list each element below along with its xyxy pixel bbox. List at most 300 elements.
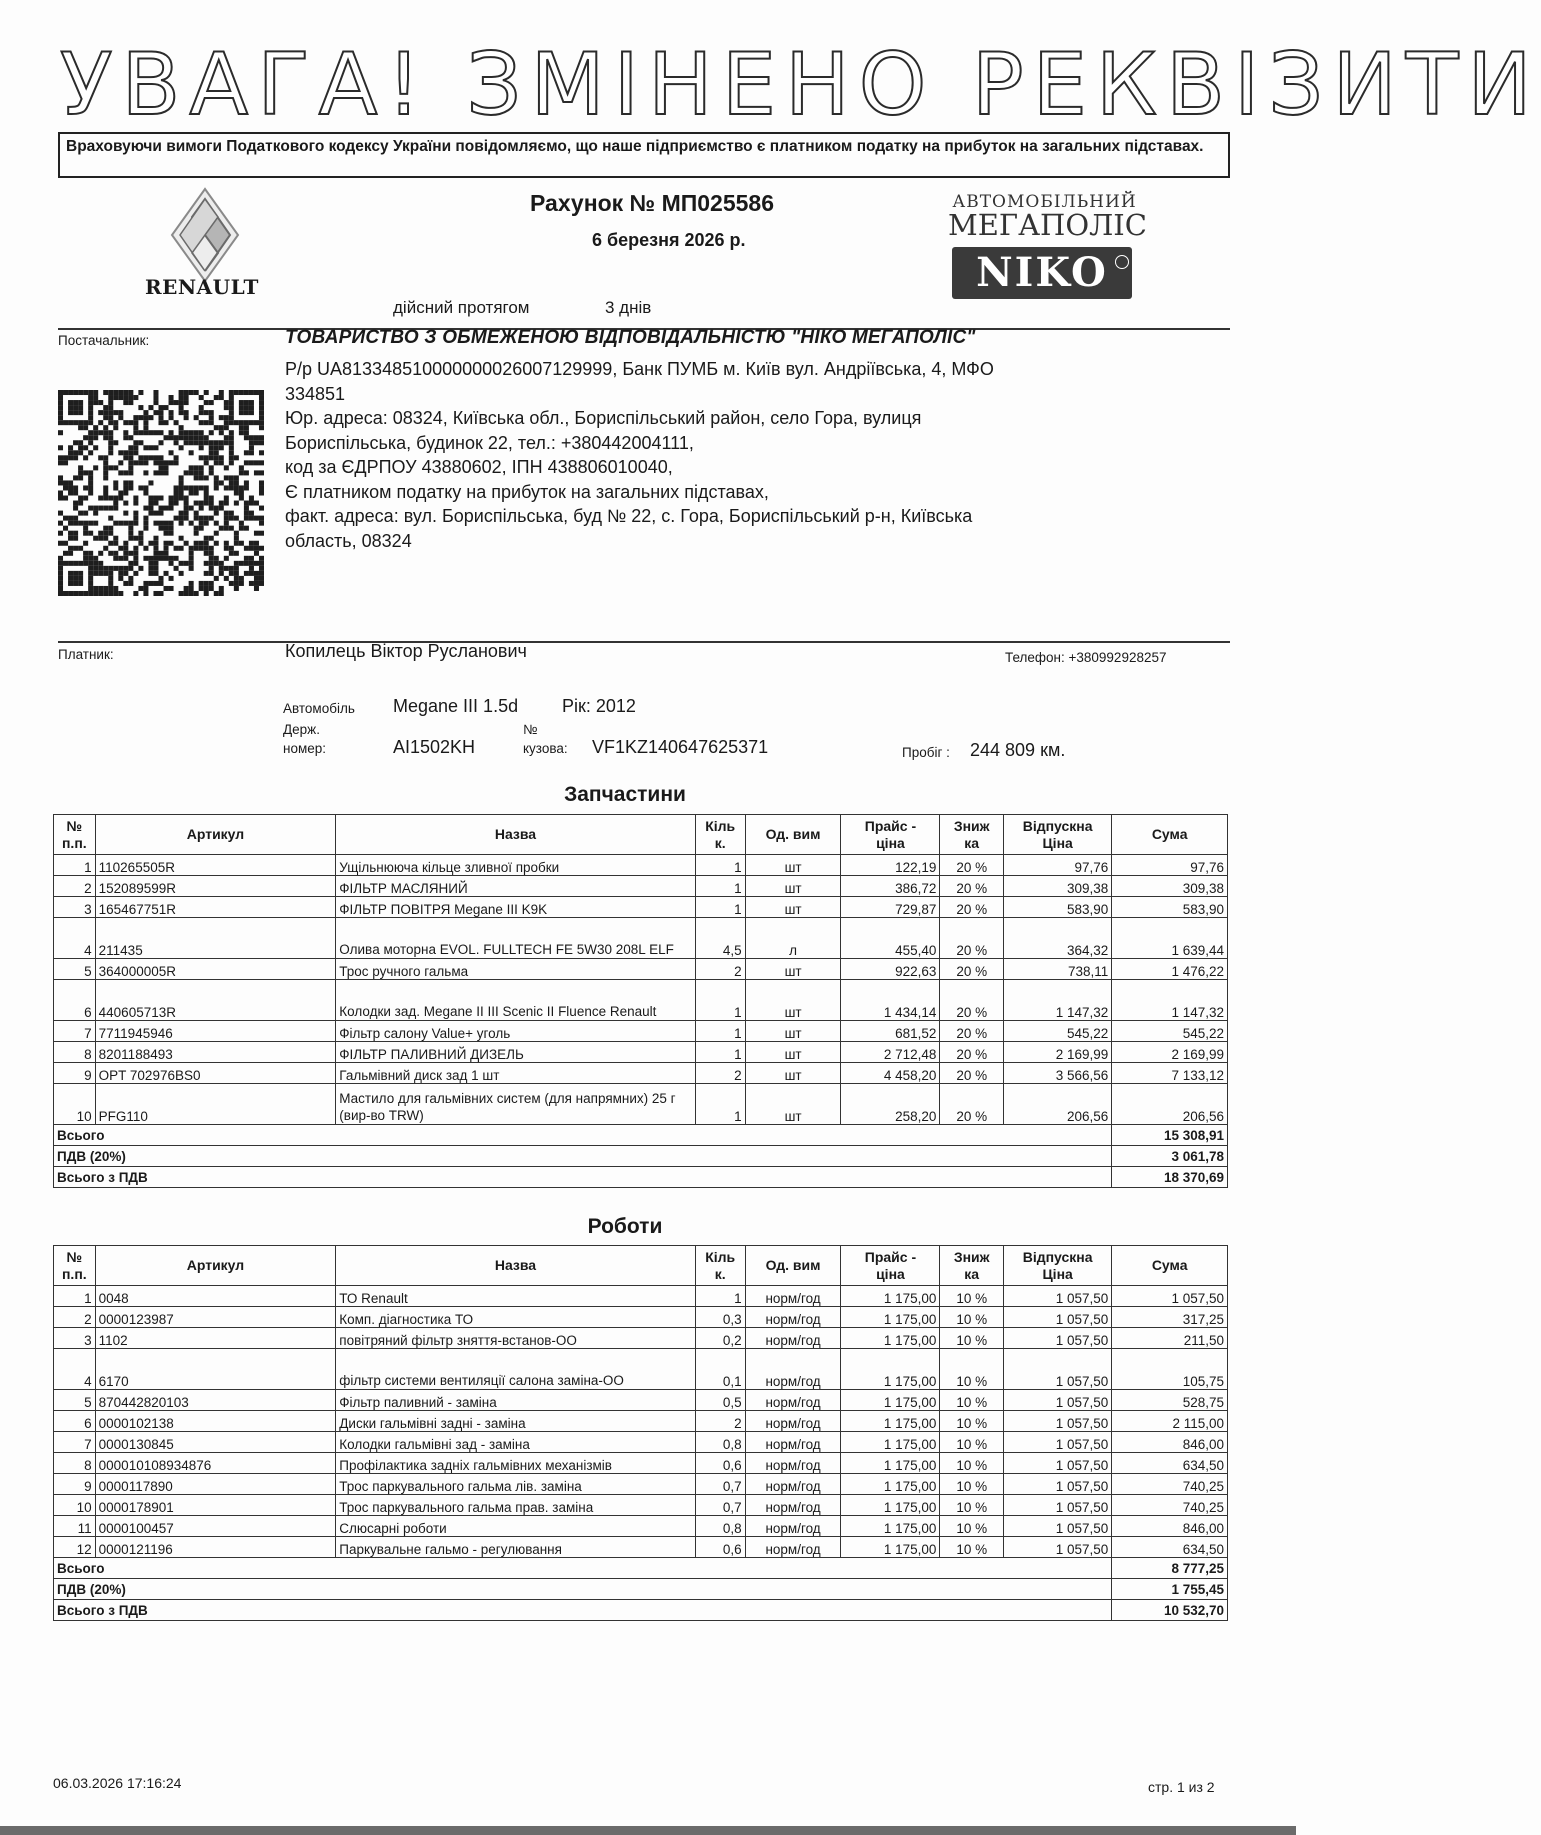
row-sale-price: 1 057,50 [1003, 1328, 1111, 1349]
table-row [54, 1021, 1228, 1042]
row-article: 0000130845 [95, 1432, 336, 1453]
table-row [54, 1495, 1228, 1516]
row-article: 165467751R [95, 897, 336, 918]
row-discount: 20 % [940, 1021, 1004, 1042]
row-article: 000010108934876 [95, 1453, 336, 1474]
row-article: 110265505R [95, 855, 336, 876]
row-qty: 0,2 [695, 1328, 745, 1349]
col-name: Назва [336, 1246, 695, 1286]
row-number: 1 [54, 1286, 96, 1307]
plate-label-2: номер: [283, 741, 327, 756]
row-unit: норм/год [745, 1411, 841, 1432]
works-grand-row [54, 1600, 1228, 1621]
row-qty: 1 [695, 1084, 745, 1125]
table-row [54, 1286, 1228, 1307]
row-price: 4 458,20 [841, 1063, 940, 1084]
body-value: VF1KZ140647625371 [592, 737, 769, 757]
row-unit: норм/год [745, 1390, 841, 1411]
row-price: 2 712,48 [841, 1042, 940, 1063]
row-price: 681,52 [841, 1021, 940, 1042]
row-discount: 10 % [940, 1474, 1004, 1495]
supplier-label: Постачальник: [58, 333, 150, 348]
row-article: 8201188493 [95, 1042, 336, 1063]
table-row [54, 1328, 1228, 1349]
row-article: 211435 [95, 918, 336, 959]
row-sale-price: 2 169,99 [1003, 1042, 1111, 1063]
row-price: 1 175,00 [841, 1286, 940, 1307]
row-article: 1102 [95, 1328, 336, 1349]
row-unit: шт [745, 855, 841, 876]
col-article: Артикул [95, 1246, 336, 1286]
row-article: 364000005R [95, 959, 336, 980]
table-row [54, 1084, 1228, 1125]
tax-notice: Враховуючи вимоги Податкового кодексу України повідомляємо, що наше підприємство є платником податку на прибуток на загальних підставах. [58, 132, 1230, 178]
vat-label: ПДВ (20%) [54, 1579, 1112, 1600]
row-name: Трос паркувального гальма прав. заміна [336, 1495, 695, 1516]
row-discount: 10 % [940, 1537, 1004, 1558]
row-number: 7 [54, 1021, 96, 1042]
row-sale-price: 545,22 [1003, 1021, 1111, 1042]
row-name: Трос паркувального гальма лів. заміна [336, 1474, 695, 1495]
renault-wordmark: RENAULT [145, 275, 259, 299]
row-price: 729,87 [841, 897, 940, 918]
row-qty: 1 [695, 897, 745, 918]
row-discount: 20 % [940, 918, 1004, 959]
row-name: повітряний фільтр зняття-встанов-ОО [336, 1328, 695, 1349]
row-name: Фільтр салону Value+ уголь [336, 1021, 695, 1042]
row-unit: шт [745, 1084, 841, 1125]
row-sale-price: 1 057,50 [1003, 1537, 1111, 1558]
row-sale-price: 1 057,50 [1003, 1474, 1111, 1495]
print-timestamp: 06.03.2026 17:16:24 [53, 1775, 182, 1791]
vat-value: 3 061,78 [1112, 1146, 1228, 1167]
row-sale-price: 1 057,50 [1003, 1349, 1111, 1390]
supplier-line: 334851 [285, 383, 346, 404]
row-sum: 634,50 [1112, 1453, 1228, 1474]
niko-line2: МЕГАПОЛІС [948, 208, 1147, 242]
row-discount: 10 % [940, 1432, 1004, 1453]
table-row [54, 855, 1228, 876]
supplier-line: код за ЄДРПОУ 43880602, ІПН 438806010040, [285, 457, 673, 477]
row-unit: шт [745, 1042, 841, 1063]
row-number: 10 [54, 1495, 96, 1516]
payer-separator [58, 641, 1230, 643]
invoice-date: 6 березня 2026 р. [592, 230, 746, 250]
supplier-line: факт. адреса: вул. Бориспільська, буд № 22, с. Гора, Бориспільський р-н, Київська [285, 506, 973, 526]
col-num: № п.п. [54, 1246, 96, 1286]
row-number: 6 [54, 1411, 96, 1432]
row-unit: шт [745, 959, 841, 980]
row-sale-price: 738,11 [1003, 959, 1111, 980]
row-article: 0048 [95, 1286, 336, 1307]
row-number: 9 [54, 1063, 96, 1084]
payer-label: Платник: [58, 647, 114, 662]
parts-grand-row [54, 1167, 1228, 1188]
row-sum: 206,56 [1112, 1084, 1228, 1125]
row-discount: 10 % [940, 1328, 1004, 1349]
row-qty: 0,5 [695, 1390, 745, 1411]
row-name: Профілактика задніх гальмівних механізмів [336, 1453, 695, 1474]
row-sum: 309,38 [1112, 876, 1228, 897]
row-sale-price: 206,56 [1003, 1084, 1111, 1125]
parts-title: Запчастини [564, 783, 686, 806]
total-label: Всього [54, 1558, 1112, 1579]
vat-label: ПДВ (20%) [54, 1146, 1112, 1167]
works-table [53, 1245, 1228, 1621]
total-value: 8 777,25 [1112, 1558, 1228, 1579]
table-row [54, 1307, 1228, 1328]
row-discount: 20 % [940, 980, 1004, 1021]
row-qty: 1 [695, 1042, 745, 1063]
parts-vat-row [54, 1146, 1228, 1167]
col-qty: Кіль к. [695, 815, 745, 855]
grand-label: Всього з ПДВ [54, 1600, 1112, 1621]
row-name: Диски гальмівні задні - заміна [336, 1411, 695, 1432]
row-unit: шт [745, 980, 841, 1021]
table-row [54, 918, 1228, 959]
row-discount: 10 % [940, 1349, 1004, 1390]
parts-total-row [54, 1125, 1228, 1146]
row-sum: 634,50 [1112, 1537, 1228, 1558]
payer-phone: Телефон: +380992928257 [1005, 650, 1167, 665]
table-row [54, 1474, 1228, 1495]
row-discount: 10 % [940, 1516, 1004, 1537]
row-number: 3 [54, 1328, 96, 1349]
col-sale-price: Відпускна Ціна [1003, 815, 1111, 855]
parts-header-row [54, 815, 1228, 855]
row-article: 0000121196 [95, 1537, 336, 1558]
row-sum: 740,25 [1112, 1474, 1228, 1495]
table-row [54, 1390, 1228, 1411]
supplier-line: Юр. адреса: 08324, Київська обл., Бориспільський район, село Гора, вулиця [285, 408, 922, 428]
row-price: 122,19 [841, 855, 940, 876]
page-number: стр. 1 из 2 [1148, 1779, 1215, 1795]
col-unit: Од. вим [745, 1246, 841, 1286]
table-row [54, 1042, 1228, 1063]
col-qty: Кіль к. [695, 1246, 745, 1286]
row-qty: 1 [695, 980, 745, 1021]
row-sale-price: 1 057,50 [1003, 1307, 1111, 1328]
row-sale-price: 1 057,50 [1003, 1411, 1111, 1432]
row-number: 8 [54, 1042, 96, 1063]
grand-value: 10 532,70 [1112, 1600, 1228, 1621]
vat-value: 1 755,45 [1112, 1579, 1228, 1600]
supplier-line: Є платником податку на прибуток на загальних підставах, [285, 481, 769, 502]
col-sum: Сума [1112, 815, 1228, 855]
row-qty: 1 [695, 855, 745, 876]
row-number: 10 [54, 1084, 96, 1125]
works-title: Роботи [587, 1215, 663, 1238]
row-name: Паркувальне гальмо - регулювання [336, 1537, 695, 1558]
row-unit: норм/год [745, 1474, 841, 1495]
row-price: 386,72 [841, 876, 940, 897]
row-number: 8 [54, 1453, 96, 1474]
row-article: 7711945946 [95, 1021, 336, 1042]
row-qty: 2 [695, 1411, 745, 1432]
row-sum: 1 639,44 [1112, 918, 1228, 959]
row-qty: 0,8 [695, 1516, 745, 1537]
row-qty: 2 [695, 959, 745, 980]
row-sum: 545,22 [1112, 1021, 1228, 1042]
row-unit: шт [745, 897, 841, 918]
row-unit: шт [745, 1063, 841, 1084]
row-sale-price: 583,90 [1003, 897, 1111, 918]
car-value: Megane III 1.5d [393, 696, 519, 716]
row-qty: 2 [695, 1063, 745, 1084]
row-sale-price: 309,38 [1003, 876, 1111, 897]
row-name: ФІЛЬТР ПАЛИВНИЙ ДИЗЕЛЬ [336, 1042, 695, 1063]
row-number: 9 [54, 1474, 96, 1495]
row-sum: 583,90 [1112, 897, 1228, 918]
row-number: 7 [54, 1432, 96, 1453]
grand-label: Всього з ПДВ [54, 1167, 1112, 1188]
row-name: Комп. діагностика ТО [336, 1307, 695, 1328]
col-sum: Сума [1112, 1246, 1228, 1286]
col-price: Прайс - ціна [841, 815, 940, 855]
row-unit: норм/год [745, 1537, 841, 1558]
row-sum: 846,00 [1112, 1516, 1228, 1537]
works-total-row [54, 1558, 1228, 1579]
row-number: 1 [54, 855, 96, 876]
row-price: 1 175,00 [841, 1453, 940, 1474]
row-unit: л [745, 918, 841, 959]
row-unit: шт [745, 1021, 841, 1042]
row-number: 12 [54, 1537, 96, 1558]
niko-word: NIKO [976, 249, 1108, 296]
supplier-line: Р/р UA813348510000000026007129999, Банк ПУМБ м. Київ вул. Андріївська, 4, МФО [285, 359, 994, 379]
row-sale-price: 97,76 [1003, 855, 1111, 876]
row-discount: 20 % [940, 959, 1004, 980]
valid-label: дійсний протягом [393, 298, 530, 317]
row-unit: норм/год [745, 1495, 841, 1516]
row-price: 1 175,00 [841, 1516, 940, 1537]
row-article: 0000102138 [95, 1411, 336, 1432]
works-header-row [54, 1246, 1228, 1286]
row-unit: шт [745, 876, 841, 897]
row-discount: 20 % [940, 855, 1004, 876]
row-price: 1 175,00 [841, 1474, 940, 1495]
row-name: Колодки зад. Megane II III Scenic II Fluence Renault [336, 980, 695, 1021]
row-number: 5 [54, 959, 96, 980]
row-name: Трос ручного гальма [336, 959, 695, 980]
total-label: Всього [54, 1125, 1112, 1146]
col-discount: Зниж ка [940, 815, 1004, 855]
body-label-2: кузова: [523, 741, 568, 756]
row-sale-price: 1 057,50 [1003, 1390, 1111, 1411]
parts-table [53, 814, 1228, 1188]
row-name: Гальмівний диск зад 1 шт [336, 1063, 695, 1084]
body-label-1: № [523, 722, 538, 737]
plate-label-1: Держ. [283, 722, 320, 737]
row-article: 6170 [95, 1349, 336, 1390]
row-name: Слюсарні роботи [336, 1516, 695, 1537]
warning-banner: УВАГА! ЗМІНЕНО РЕКВІЗИТИ [60, 35, 1541, 135]
row-sum: 1 476,22 [1112, 959, 1228, 980]
row-name: фільтр системи вентиляції салона заміна-ОО [336, 1349, 695, 1390]
row-price: 1 175,00 [841, 1411, 940, 1432]
col-sale-price: Відпускна Ціна [1003, 1246, 1111, 1286]
col-unit: Од. вим [745, 815, 841, 855]
row-unit: норм/год [745, 1349, 841, 1390]
row-qty: 1 [695, 1286, 745, 1307]
row-price: 1 434,14 [841, 980, 940, 1021]
supplier-line: Бориспільська, будинок 22, тел.: +380442004111, [285, 432, 694, 453]
row-sum: 740,25 [1112, 1495, 1228, 1516]
row-discount: 20 % [940, 1063, 1004, 1084]
col-article: Артикул [95, 815, 336, 855]
works-vat-row [54, 1579, 1228, 1600]
row-article: 0000178901 [95, 1495, 336, 1516]
col-price: Прайс - ціна [841, 1246, 940, 1286]
row-discount: 20 % [940, 876, 1004, 897]
row-discount: 10 % [940, 1286, 1004, 1307]
row-sum: 105,75 [1112, 1349, 1228, 1390]
row-sale-price: 1 057,50 [1003, 1453, 1111, 1474]
row-qty: 0,1 [695, 1349, 745, 1390]
payer-name: Копилець Віктор Русланович [285, 641, 527, 661]
table-row [54, 1432, 1228, 1453]
row-article: 0000117890 [95, 1474, 336, 1495]
row-sum: 317,25 [1112, 1307, 1228, 1328]
row-sum: 1 147,32 [1112, 980, 1228, 1021]
renault-diamond-icon [160, 185, 250, 285]
row-sum: 211,50 [1112, 1328, 1228, 1349]
row-qty: 0,7 [695, 1474, 745, 1495]
row-discount: 10 % [940, 1307, 1004, 1328]
row-sale-price: 1 147,32 [1003, 980, 1111, 1021]
row-name: Мастило для гальмівних систем (для напрямних) 25 г (вир-во TRW) [336, 1084, 695, 1125]
row-discount: 10 % [940, 1495, 1004, 1516]
row-number: 4 [54, 918, 96, 959]
row-price: 1 175,00 [841, 1537, 940, 1558]
row-qty: 0,3 [695, 1307, 745, 1328]
row-qty: 0,8 [695, 1432, 745, 1453]
table-row [54, 876, 1228, 897]
row-unit: норм/год [745, 1328, 841, 1349]
row-unit: норм/год [745, 1516, 841, 1537]
row-discount: 20 % [940, 897, 1004, 918]
row-sale-price: 1 057,50 [1003, 1516, 1111, 1537]
col-num: № п.п. [54, 815, 96, 855]
row-price: 1 175,00 [841, 1328, 940, 1349]
row-sum: 2 115,00 [1112, 1411, 1228, 1432]
row-qty: 4,5 [695, 918, 745, 959]
row-article: PFG110 [95, 1084, 336, 1125]
supplier-line: область, 08324 [285, 530, 412, 551]
row-name: Оливa моторна EVOL. FULLTECH FE 5W30 208L ELF [336, 918, 695, 959]
table-row [54, 959, 1228, 980]
row-price: 922,63 [841, 959, 940, 980]
total-value: 15 308,91 [1112, 1125, 1228, 1146]
valid-value: 3 днів [605, 298, 652, 317]
bottom-edge [0, 1826, 1296, 1835]
row-sale-price: 1 057,50 [1003, 1495, 1111, 1516]
grand-value: 18 370,69 [1112, 1167, 1228, 1188]
niko-line1: АВТОМОБІЛЬНИЙ [952, 192, 1137, 212]
row-price: 258,20 [841, 1084, 940, 1125]
row-sale-price: 364,32 [1003, 918, 1111, 959]
row-article: 0000123987 [95, 1307, 336, 1328]
registered-icon [1115, 255, 1129, 269]
row-price: 1 175,00 [841, 1495, 940, 1516]
col-name: Назва [336, 815, 695, 855]
row-number: 5 [54, 1390, 96, 1411]
row-discount: 10 % [940, 1453, 1004, 1474]
row-sum: 528,75 [1112, 1390, 1228, 1411]
table-row [54, 980, 1228, 1021]
row-name: ТО Renault [336, 1286, 695, 1307]
row-discount: 20 % [940, 1042, 1004, 1063]
row-article: 152089599R [95, 876, 336, 897]
row-number: 11 [54, 1516, 96, 1537]
car-label: Автомобіль [283, 701, 355, 716]
row-unit: норм/год [745, 1453, 841, 1474]
table-row [54, 1453, 1228, 1474]
row-qty: 1 [695, 1021, 745, 1042]
row-name: Колодки гальмівні зад - заміна [336, 1432, 695, 1453]
row-sale-price: 1 057,50 [1003, 1432, 1111, 1453]
row-name: ФІЛЬТР МАСЛЯНИЙ [336, 876, 695, 897]
table-row [54, 897, 1228, 918]
row-sum: 97,76 [1112, 855, 1228, 876]
row-unit: норм/год [745, 1307, 841, 1328]
row-sum: 2 169,99 [1112, 1042, 1228, 1063]
row-article: 0000100457 [95, 1516, 336, 1537]
plate-value: AI1502KH [393, 737, 476, 757]
row-discount: 10 % [940, 1411, 1004, 1432]
table-row [54, 1349, 1228, 1390]
row-sum: 7 133,12 [1112, 1063, 1228, 1084]
supplier-details [285, 357, 1225, 553]
row-number: 3 [54, 897, 96, 918]
row-name: Фільтр паливний - заміна [336, 1390, 695, 1411]
row-article: 440605713R [95, 980, 336, 1021]
row-sum: 1 057,50 [1112, 1286, 1228, 1307]
row-number: 2 [54, 876, 96, 897]
row-sale-price: 3 566,56 [1003, 1063, 1111, 1084]
invoice-title: Рахунок № МП025586 [530, 190, 775, 216]
row-name: Ущільнююча кільце зливної пробки [336, 855, 695, 876]
row-qty: 0,7 [695, 1495, 745, 1516]
table-row [54, 1063, 1228, 1084]
row-price: 1 175,00 [841, 1307, 940, 1328]
row-unit: норм/год [745, 1286, 841, 1307]
row-price: 1 175,00 [841, 1390, 940, 1411]
row-discount: 20 % [940, 1084, 1004, 1125]
row-qty: 1 [695, 876, 745, 897]
row-price: 455,40 [841, 918, 940, 959]
supplier-name: ТОВАРИСТВО З ОБМЕЖЕНОЮ ВІДПОВІДАЛЬНІСТЮ "НІКО МЕГАПОЛІС" [285, 327, 976, 348]
table-row [54, 1537, 1228, 1558]
row-number: 6 [54, 980, 96, 1021]
col-discount: Зниж ка [940, 1246, 1004, 1286]
row-article: OPT 702976BS0 [95, 1063, 336, 1084]
table-row [54, 1411, 1228, 1432]
car-year: Рік: 2012 [562, 696, 636, 716]
row-unit: норм/год [745, 1432, 841, 1453]
row-qty: 0,6 [695, 1453, 745, 1474]
row-qty: 0,6 [695, 1537, 745, 1558]
row-sale-price: 1 057,50 [1003, 1286, 1111, 1307]
row-discount: 10 % [940, 1390, 1004, 1411]
row-sum: 846,00 [1112, 1432, 1228, 1453]
mileage-value: 244 809 км. [970, 740, 1066, 760]
mileage-label: Пробіг : [902, 745, 950, 760]
row-number: 4 [54, 1349, 96, 1390]
row-price: 1 175,00 [841, 1432, 940, 1453]
table-row [54, 1516, 1228, 1537]
row-name: ФІЛЬТР ПОВІТРЯ Megane III K9K [336, 897, 695, 918]
